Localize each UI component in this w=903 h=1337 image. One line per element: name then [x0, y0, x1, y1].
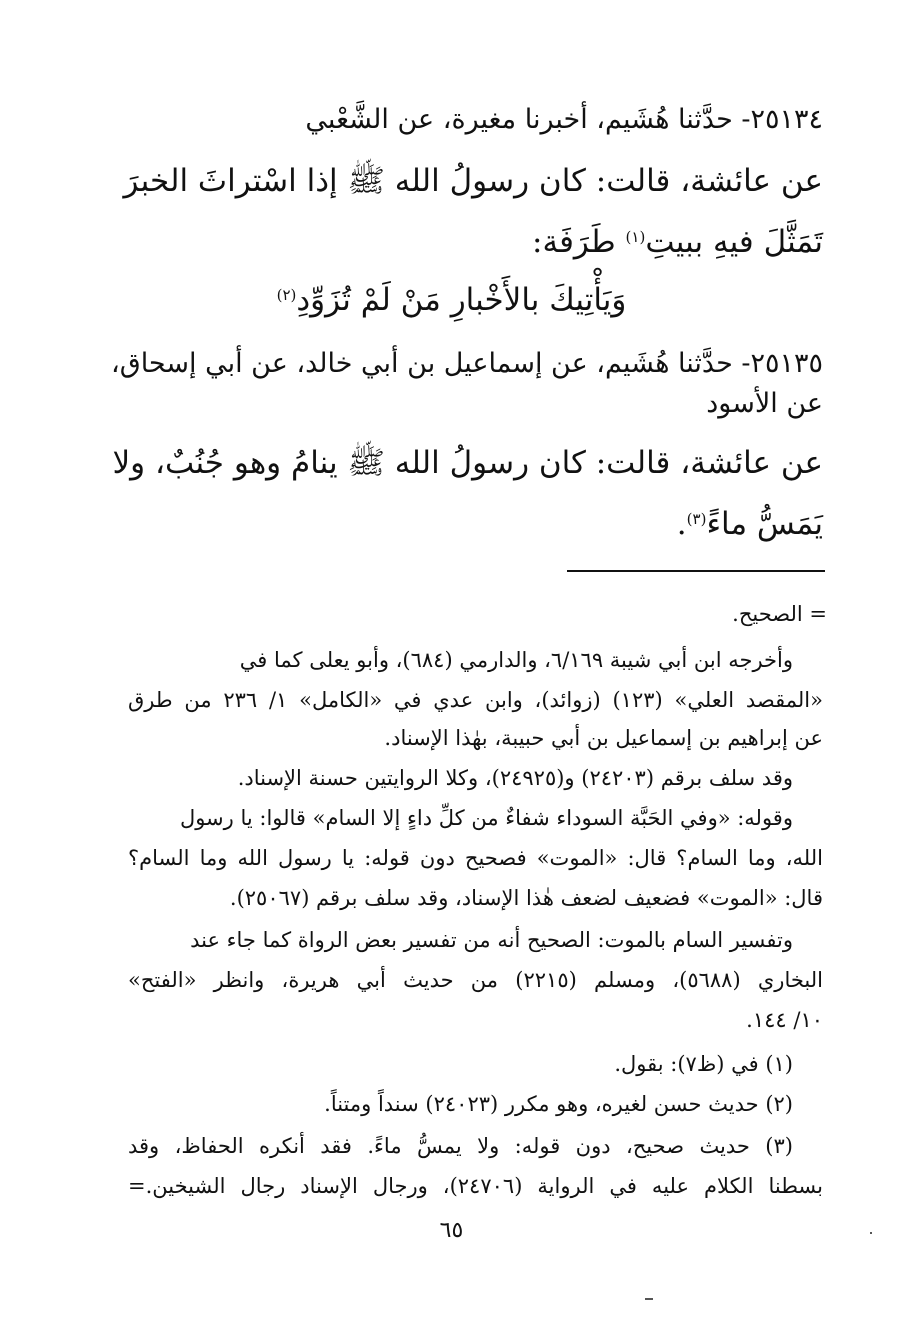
footnote-2: (٢) حديث حسن لغيره، وهو مكرر (٢٤٠٢٣) سنداً ومتناً.	[324, 1092, 793, 1116]
scan-speck	[645, 1298, 653, 1300]
page-number: ٦٥	[439, 1218, 464, 1243]
matn-text: يَمَسُّ ماءً	[706, 506, 823, 542]
scan-speck	[870, 1232, 872, 1234]
poem-verse	[0, 272, 903, 323]
footnote-divider	[567, 570, 825, 572]
footnote-p3-line3: قال: «الموت» فضعيف لضعف هٰذا الإسناد، وقد سلف برقم (٢٥٠٦٧).	[229, 886, 823, 910]
matn-text: .	[676, 506, 687, 542]
hadith-25135-isnad-line1: ٢٥١٣٥- حدَّثنا هُشَيم، عن إسماعيل بن أبي خالد، عن أبي إسحاق،	[111, 348, 823, 379]
footnote-continuation: = الصحيح.	[732, 602, 827, 626]
footnote-p2-line1: وقد سلف برقم (٢٤٢٠٣) و(٢٤٩٢٥)، وكلا الروايتين حسنة الإسناد.	[237, 766, 793, 790]
footnote-3-line1: (٣) حديث صحيح، دون قوله: ولا يمسُّ ماءً. فقد أنكره الحفاظ، وقد	[128, 1134, 793, 1158]
matn-text: تَمَثَّلَ فيهِ ببيتِ	[645, 224, 823, 260]
footnote-p3-line2: الله، وما السام؟ قال: «الموت» فصحيح دون قوله: يا رسول الله وما السام؟	[128, 846, 823, 870]
matn-text: طَرَفَة:	[532, 224, 626, 260]
footnote-p4-line3: ١٠/ ١٤٤.	[746, 1008, 823, 1032]
footnote-3-line2: بسطنا الكلام عليه في الرواية (٢٤٧٠٦)، ورجال الإسناد رجال الشيخين.=	[128, 1174, 823, 1198]
hadith-25134-isnad: ٢٥١٣٤- حدَّثنا هُشَيم، أخبرنا مغيرة، عن الشَّعْبي	[305, 104, 823, 135]
footnote-p3-line1: وقوله: «وفي الحَبَّة السوداء شفاءٌ من كلِّ داءٍ إلا السام» قالوا: يا رسول	[179, 806, 793, 830]
hadith-25134-matn-line2	[532, 214, 823, 265]
footnote-p1-line3: عن إبراهيم بن إسماعيل بن أبي حبيبة، بهٰذا الإسناد.	[384, 726, 823, 750]
footnote-ref-1[interactable]: (١)	[625, 228, 646, 246]
verse-text: وَيَأْتِيكَ بالأَخْبارِ مَنْ لَمْ تُزَوِّدِ	[296, 282, 627, 318]
footnote-p4-line1: وتفسير السام بالموت: الصحيح أنه من تفسير بعض الرواة كما جاء عند	[190, 928, 793, 952]
hadith-25134-matn-line1: عن عائشة، قالت: كان رسولُ الله ﷺ إذا اسْتراثَ الخبرَ	[123, 163, 823, 199]
hadith-25135-matn-line2	[677, 496, 823, 547]
footnote-1: (١) في (ظ٧): بقول.	[614, 1052, 793, 1076]
footnote-ref-3[interactable]: (٣)	[686, 510, 707, 528]
footnote-p4-line2: البخاري (٥٦٨٨)، ومسلم (٢٢١٥) من حديث أبي هريرة، وانظر «الفتح»	[128, 968, 823, 992]
footnote-p1-line2: «المقصد العلي» (١٢٣) (زوائد)، وابن عدي في «الكامل» ١/ ٢٣٦ من طرق	[128, 688, 823, 712]
hadith-25135-matn-line1: عن عائشة، قالت: كان رسولُ الله ﷺ ينامُ وهو جُنُبٌ، ولا	[112, 445, 823, 481]
hadith-25135-isnad-line2: عن الأسود	[706, 388, 823, 419]
footnote-p1-line1: وأخرجه ابن أبي شيبة ٦/١٦٩، والدارمي (٦٨٤)، وأبو يعلى كما في	[239, 648, 793, 672]
footnote-ref-2[interactable]: (٢)	[276, 286, 297, 304]
